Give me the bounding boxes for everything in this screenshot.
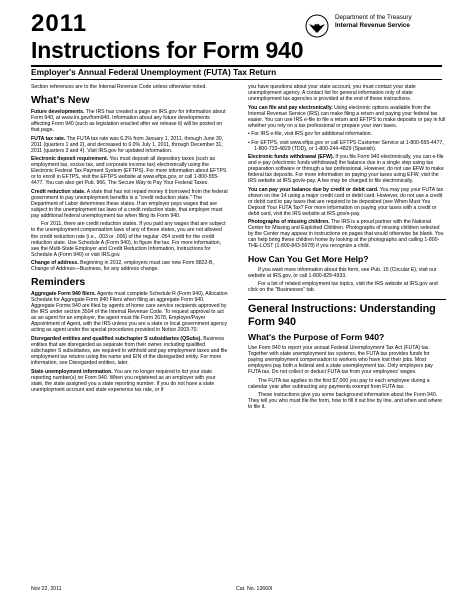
left-column bbox=[31, 84, 229, 584]
agency-line-1: Department of the Treasury bbox=[335, 14, 412, 21]
paragraph-lead: Disregarded entities and qualified subchapter S subsidiaries (QSubs). bbox=[31, 335, 202, 342]
general-instructions-heading: General Instructions: Understanding Form 940 bbox=[248, 299, 446, 328]
paragraph-body: Beginning in 2012, employers must use new Form 8822-B, Change of Address—Business, for any address change. bbox=[31, 260, 214, 273]
paragraph-body: You may pay your FUTA tax shown on line 14 using a major credit card or debit card. However, do not use a credit or debit card to pay taxes that are required to be deposited (see When Must You Deposit Your FUTA Tax? For more information on paying your taxes with a credit or debit card, visit the IRS website at IRS.gov/e-pay. bbox=[248, 186, 444, 217]
paragraph-lead: Change of address. bbox=[31, 260, 79, 267]
paragraph bbox=[31, 109, 229, 133]
paragraph-lead: Aggregate Form 940 filers. bbox=[31, 291, 96, 298]
agency-line-2: Internal Revenue Service bbox=[335, 22, 410, 29]
paragraph bbox=[31, 260, 229, 272]
paragraph bbox=[31, 336, 229, 366]
paragraph: For 2011, there are credit reduction states. If you paid any wages that are subject to the unemployment compensation laws of any of these states, you are not allowed the credit reduction rate (i.e., .003 or .006) of the regular .054 credit for the credit reduction state. Use Schedule A (Form 940), to figure the tax. For more information, see the Multi-State Employer and Credit Reduction Information, Instructions for Schedule A (Form 940) or visit IRS.gov. bbox=[31, 221, 226, 258]
paragraph bbox=[248, 219, 446, 249]
paragraph-lead: Photographs of missing children. bbox=[248, 219, 330, 226]
agency-block bbox=[305, 14, 445, 38]
subtitle-rule bbox=[31, 79, 442, 80]
catalog-number: Cat. No. 13660I bbox=[236, 586, 273, 592]
paragraph: Use Form 940 to report your annual Federal Unemployment Tax Act (FUTA) tax. Together with state unemployment tax systems, the FUTA tax provides funds for paying unemployment compensation to workers who have lost their jobs. Most employers pay both a federal and a state unemployment tax. Only employers pay FUTA tax. Do not collect or deduct FUTA tax from your employees' wages. bbox=[248, 345, 433, 376]
paragraph bbox=[31, 156, 229, 186]
bullet-item: • For IRS e-file, visit IRS.gov for additional information. bbox=[248, 131, 373, 138]
revision-date: Nov 22, 2011 bbox=[31, 586, 62, 592]
paragraph-body: Business entities that are disregarded as separate from their owner, including qualified subchapter S subsidiaries, are required to withhold and pay employment taxes and file employment tax returns using the name and EIN of the disregarded entity. For more information, see Disregarded entities, later. bbox=[31, 335, 228, 367]
paragraph bbox=[248, 105, 446, 129]
paragraph: If you want more information about this form, see Pub. 15 (Circular E), visit our website at IRS.gov, or call 1-800-829-4933. bbox=[248, 266, 437, 279]
paragraph bbox=[31, 136, 229, 154]
paragraph-lead: Electronic funds withdrawal (EFW). bbox=[248, 154, 334, 161]
whats-new-heading: What's New bbox=[31, 94, 90, 107]
purpose-heading: What's the Purpose of Form 940? bbox=[248, 332, 385, 343]
paragraph bbox=[31, 189, 229, 219]
paragraph-lead: State unemployment information. bbox=[31, 368, 113, 375]
irs-eagle-icon bbox=[305, 14, 329, 38]
intro-text: Section references are to the Internal Revenue Code unless otherwise noted. bbox=[31, 84, 207, 90]
paragraph-lead: Future developments. bbox=[31, 109, 85, 116]
right-column bbox=[248, 84, 446, 584]
paragraph bbox=[31, 291, 229, 333]
paragraph-body: The IRS is a proud partner with the National Center for Missing and Exploited Children. Photographs of missing children selected by the Center may appear in instructions on pages that would otherwise be blank. You can help bring these children home by looking at the photographs and calling 1-800-THE-LOST (1-800-843-5678) if you recognize a child. bbox=[248, 219, 444, 250]
paragraph bbox=[248, 187, 446, 217]
agency-text bbox=[335, 14, 412, 30]
page-subtitle: Employer's Annual Federal Unemployment (FUTA) Tax Return bbox=[31, 67, 277, 77]
paragraph bbox=[248, 154, 446, 184]
paragraph: These instructions give you some background information about the Form 940. They tell you who must file the form, how to fill it out line by line, and when and where to file it. bbox=[248, 392, 443, 411]
paragraph-body: You are no longer required to list your state reporting number(s) on Form 940. When you registered as an employer with your state, the state assigned you a state reporting number. If you do not have a state unemployment account and state experience tax rate, or if bbox=[31, 368, 216, 393]
year: 2011 bbox=[31, 10, 88, 37]
paragraph-body: A state that has not repaid money it borrowed from the federal government to pay unemployment benefits is a "credit reduction state." The Department of Labor determines these states. If an employer pays wages that are subject to the unemployment tax laws of a credit reduction state, that employer must pay additional federal unemployment tax when filing its Form 940. bbox=[31, 188, 228, 219]
paragraph-body: If you file Form 940 electronically, you can e-file and e-pay (electronic funds withdrawal) the balance due in a single step using tax preparation software or through a tax professional. However, do not use EFW to make federal tax deposits. For more information on paying your taxes using EFW, visit the IRS website at IRS.gov/e-pay. A fee may be charged to file electronically. bbox=[248, 154, 444, 185]
paragraph-lead: Electronic deposit requirement. bbox=[31, 156, 109, 163]
page-title: Instructions for Form 940 bbox=[31, 37, 304, 63]
paragraph: For a list of related employment tax topics, visit the IRS website at IRS.gov and click on the "Businesses" tab. bbox=[248, 281, 438, 294]
paragraph: you have questions about your state account, you must contact your state unemployment agency. A contact list for general information only of state unemployment tax agencies is provided at the end of these instructions. bbox=[248, 84, 416, 103]
paragraph: The FUTA tax applies to the first $7,000 you pay to each employee during a calendar year after subtracting any payments exempt from FUTA tax. bbox=[248, 377, 430, 390]
paragraph-body: Using electronic options available from the Internal Revenue Service (IRS) can make filing a return and paying your federal tax easier. You can use IRS e-file to file a return and EFTPS to make deposits or pay in full whether you rely on a tax professional or prepare your own taxes. bbox=[248, 104, 446, 129]
help-heading: How Can You Get More Help? bbox=[248, 253, 369, 264]
reminders-heading: Reminders bbox=[31, 276, 86, 289]
paragraph-body: Agents must complete Schedule R (Form 940), Allocation Schedule for Aggregate Form 940 Filers when filing an aggregate Form 940. Aggregate Forms 940 are filed by agents of home care service recipients approved by the IRS under section 3504 of the Internal Revenue Code. To request approval to act as an agent for an employer, the agent must file Form 2678, Employer/Payer Appointment of Agent, with the IRS unless you are a state or local government agency acting as agent under the special procedures provided in Notice 2003-70. bbox=[31, 291, 228, 334]
paragraph-body: The IRS has created a page on IRS.gov for information about Form 940, at www.irs.gov/form940. Information about any future developments affecting Form 940 (such as legislation enacted after we release it) will be posted on that page. bbox=[31, 109, 226, 134]
paragraph-body: You must deposit all depository taxes (such as employment tax, excise tax, and corporate income tax) electronically using the Electronic Federal Tax Payment System (EFTPS). For more information about EFTPS or to enroll in EFTPS, visit the EFTPS website at www.eftps.gov, or call 1-800-555-4477. You can also get Pub. 966, The Secure Way to Pay Your Federal Taxes. bbox=[31, 156, 227, 187]
paragraph bbox=[31, 369, 229, 393]
paragraph-lead: You can pay your balance due by credit or debit card. bbox=[248, 186, 379, 193]
paragraph-lead: Credit reduction state. bbox=[31, 188, 86, 195]
paragraph-lead: FUTA tax rate. bbox=[31, 135, 66, 142]
paragraph-lead: You can file and pay electronically. bbox=[248, 104, 333, 111]
bullet-item: • For EFTPS, visit www.eftps.gov or call EFTPS Customer Service at 1-800-555-4477, 1-800-733-4829 (TDD), or 1-800-244-4829 (Spanish). bbox=[248, 139, 444, 152]
paragraph-body: The FUTA tax rate was 6.2% from January 1, 2011, through June 30, 2011 (quarters 1 and 2), and decreased to 6.0% July 1, 2011, through December 31, 2011 (quarters 3 and 4). Visit IRS.gov for updated information. bbox=[31, 135, 224, 154]
